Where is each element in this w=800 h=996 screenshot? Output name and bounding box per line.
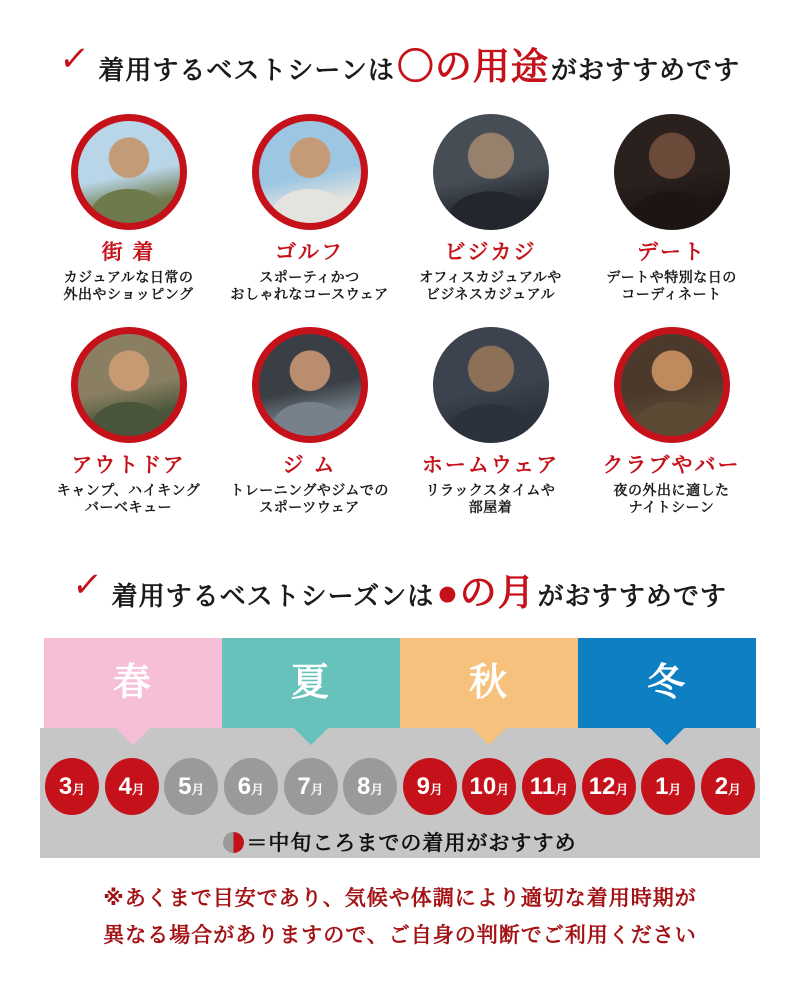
season-chart [40,638,760,858]
club-bar-photo [614,327,730,443]
heading-scene-prefix: 着用するベストシーンは [98,55,395,85]
scene-desc [606,269,737,303]
month-badge-jan [641,758,695,815]
homewear-photo [433,327,549,443]
scene-desc [57,482,200,516]
scene-grid [38,114,762,516]
month-badge-feb [701,758,755,815]
month-number: 3 [58,772,73,800]
month-suffix: 月 [370,782,384,798]
month-number: 7 [297,772,311,800]
month-badge-mar [45,758,99,815]
month-number: 6 [237,772,252,800]
month-suffix: 月 [429,782,443,798]
scene-desc [426,482,556,516]
scene-card-homewear [400,327,581,516]
scene-label: 街 着 [101,241,156,264]
scene-label: アウトドア [71,454,186,478]
scene-desc [230,269,388,303]
scene-label: ゴルフ [275,241,344,264]
scene-desc [419,269,562,303]
scene-desc-line: バーベキュー [85,499,172,516]
month-badge-apr [105,758,159,815]
scene-card-gym [219,327,400,516]
scene-desc-line: スポーツウェア [259,499,360,516]
month-number: 8 [356,772,371,800]
scene-desc-line: デートや特別な日の [606,269,737,286]
month-suffix: 月 [251,782,265,798]
month-number: 9 [416,772,430,800]
season-label: 春 [112,662,153,705]
footnote-line: 異なる場合がありますので、ご自身の判断でご利用ください [103,924,697,948]
months-panel [40,728,760,858]
heading-scene-suffix: がおすすめです [550,55,741,85]
scene-desc-line: 夜の外出に適した [613,482,730,499]
scene-desc-line: ビジネスカジュアル [425,286,556,303]
scene-desc-line: ナイトシーン [628,499,715,516]
month-badge-jul [284,758,338,815]
month-suffix: 月 [728,782,742,798]
month-suffix: 月 [310,782,324,798]
month-number: 11 [529,772,556,800]
scene-card-outdoor [38,327,219,516]
scene-card-golf [219,114,400,303]
season-block-spring [44,638,222,728]
season-block-autumn [400,638,578,728]
scene-desc-line: スポーティかつ [259,269,360,286]
month-badge-dec [582,758,636,815]
outdoor-photo [71,327,187,443]
scene-desc-line: トレーニングやジムでの [230,482,389,499]
season-block-winter [578,638,756,728]
date-photo [614,114,730,230]
scene-label: ホームウェア [421,454,560,478]
scene-desc-line: リラックスタイムや [425,482,556,499]
heading-scene-highlight: 〇の用途 [396,46,549,87]
scene-label: ビジカジ [444,241,537,264]
scene-desc-line: オフィスカジュアルや [419,269,562,286]
heading-best-season [0,562,800,614]
scene-desc-line: キャンプ、ハイキング [56,482,201,499]
month-number: 2 [714,772,729,800]
month-badge-sep [403,758,457,815]
scene-desc-line: 外出やショッピング [63,286,194,303]
month-suffix: 月 [191,782,205,798]
business-casual-photo [433,114,549,230]
checkmark-icon: ✓ [57,40,92,78]
scene-desc [230,482,389,516]
golf-photo [252,114,368,230]
heading-season-highlight: ●の月 [436,572,536,614]
gym-photo [252,327,368,443]
month-suffix: 月 [615,782,629,798]
month-badge-jun [224,758,278,815]
month-badge-nov [522,758,576,815]
scene-desc-line: 部屋着 [468,499,513,516]
scene-card-business-casual [400,114,581,303]
scene-desc-line: カジュアルな日常の [63,269,194,286]
season-block-summer [222,638,400,728]
street-wear-photo [71,114,187,230]
legend [40,827,760,857]
month-number: 4 [118,772,132,800]
footnote [0,880,800,954]
month-badge-oct [462,758,516,815]
scene-desc-line: おしゃれなコースウェア [230,286,389,303]
months-row [40,758,760,815]
season-label: 秋 [468,662,509,705]
month-suffix: 月 [555,782,569,798]
season-label: 冬 [646,662,687,705]
scene-desc [64,269,194,303]
season-band [44,638,756,728]
scene-card-date [581,114,762,303]
month-suffix: 月 [668,782,682,798]
heading-season-prefix: 着用するベストシーズンは [111,581,435,612]
footnote-line: ※あくまで目安であり、気候や体調により適切な着用時期が [103,887,697,911]
month-suffix: 月 [131,782,145,798]
legend-text: ＝中旬ころまでの着用がおすすめ [246,832,577,856]
month-suffix: 月 [72,782,86,798]
scene-label: デート [637,241,706,264]
month-number: 10 [469,772,497,800]
month-number: 12 [588,772,616,800]
half-red-circle-icon [223,832,244,853]
month-badge-aug [343,758,397,815]
month-number: 1 [655,772,669,800]
scene-card-street [38,114,219,303]
month-suffix: 月 [496,782,510,798]
scene-desc [614,482,730,516]
infographic-page [0,36,800,996]
scene-label: ジ ム [282,454,337,478]
heading-best-scene [0,36,800,87]
month-badge-may [164,758,218,815]
heading-season-suffix: がおすすめです [537,581,727,612]
season-label: 夏 [290,662,331,705]
month-number: 5 [178,772,192,800]
scene-card-club-bar [581,327,762,516]
scene-desc-line: コーディネート [621,286,722,303]
checkmark-icon: ✓ [70,566,105,605]
scene-label: クラブやバー [602,454,741,478]
